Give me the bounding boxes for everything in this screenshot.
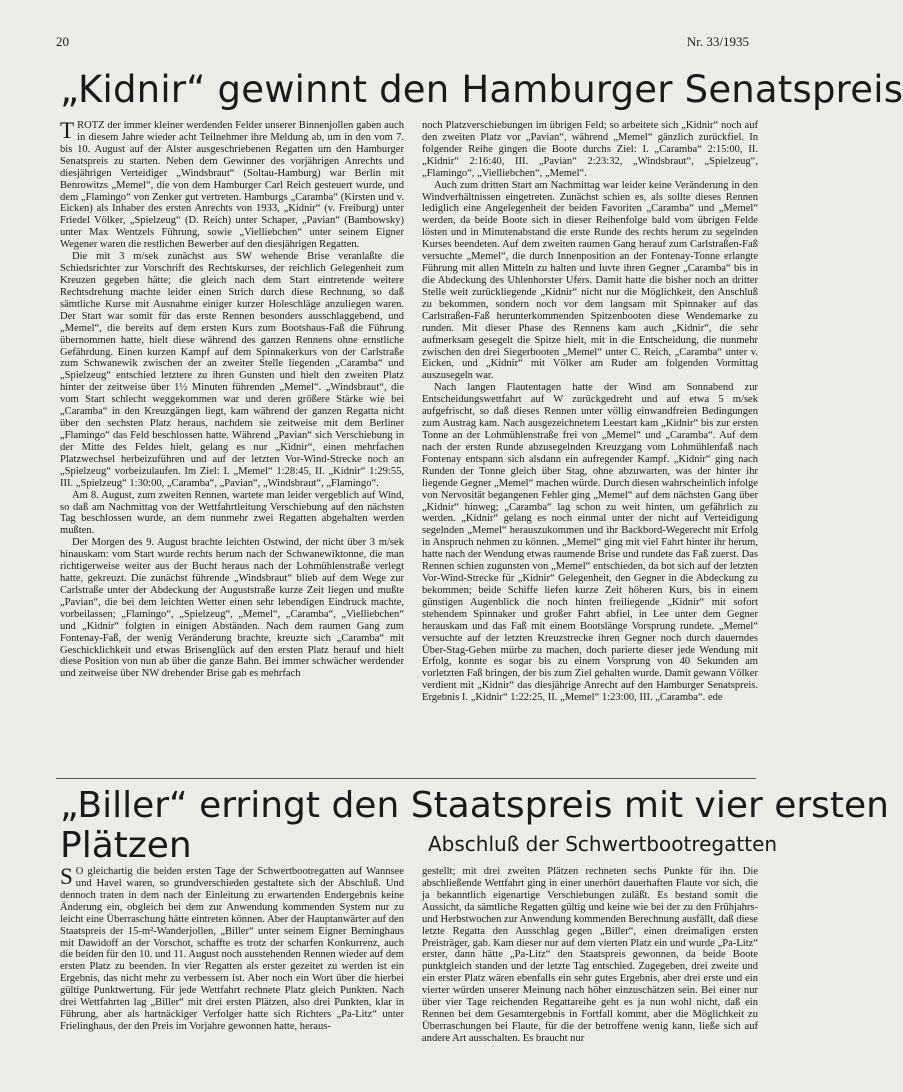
- article1-right-column: [422, 120, 758, 770]
- article1-paragraph: Am 8. August, zum zweiten Rennen, wartete man leider vergeblich auf Wind, so daß am Nachmittag von der Wettfahrtleitung Verschiebung auf den nächsten Tag beschlossen wurde, an dem nunmehr zwei Regatten abgehalten werden mußten.: [60, 489, 404, 537]
- article1-paragraph: Auch zum dritten Start am Nachmittag war leider keine Veränderung in den Windverhältnissen eingetreten. Zunächst schien es, als sollte dieses Rennen lediglich eine Angelegenheit der beiden Favoriten „Caramba“ und „Memel“ werden, da beide Boote sich in dieser Reihenfolge bald vom übrigen Felde lösten und in Minutenabstand die erste Runde des rechts herum zu segelnden Kurses beendeten. Auf dem zweiten raumen Gang herauf zum Carlstraßen-Faß versuchte „Memel“, die durch Innenposition an der Fontenay-Tonne erlangte Führung mit allen Mitteln zu halten und luvte ihren Gegner „Caramba“ bis in die Abdeckung des Uhlenhorster Ufers. Damit hatte die bisher noch an dritter Stelle weit zurückliegende „Kidnir“ nicht nur die Möglichkeit, den Anschluß zu bekommen, sondern noch vor dem langsam mit Spinnaker auf das Carlstraßen-Faß herunterkommenden Spitzenbooten diese Wendemarke zu runden. Mit dieser Phase des Rennens kam auch „Kidnir“, die sehr aufmerksam gesegelt die Spitze hielt, mit in die Entscheidung, die nunmehr zwischen den drei Siegerbooten „Memel“ unter C. Reich, „Caramba“ unter v. Eicken, und „Kidnir“ mit Völker am Ruder am folgenden Vormittag auszusegeln war.: [422, 179, 758, 382]
- article2-headline-line2: Plätzen: [60, 825, 192, 866]
- article2-left-column: [60, 866, 404, 1088]
- article1-paragraph: Die mit 3 m/sek zunächst aus SW wehende Brise veranlaßte die Schiedsrichter zur Vorschrift des Rechtskurses, der reichlich Gelegenheit zum Kreuzen gegeben hätte; die gleich nach dem Start eintretende weitere Rechtsdrehung machte leider einen Strich durch diese Rechnung, so daß sämtliche Kurse mit Ausnahme einiger kurzer Holeschläge anzuliegen waren. Der Start war somit für das erste Rennen besonders ausschlaggebend, und „Memel“, die bereits auf dem ersten Kurs zum Bootshaus-Faß die Führung übernommen hatte, hielt diese während des ganzen Rennens ohne ernstliche Gefährdung. Einen kurzen Kampf auf dem Spinnakerkurs von der Carlstraße zum Schwanewik zwischen der an zweiter Stelle liegenden „Caramba“ und „Spielzeug“ entschied letztere zu ihren Gunsten und hielt den zweiten Platz hinter der zeitweise über 1½ Minuten führenden „Memel“. „Windsbraut“, die vom Start schlecht weggekommen war und deren größere Stärke wie bei „Caramba“ in den Kreuzgängen liegt, kam während der ganzen Regatta nicht über den sechsten Platz heraus, nachdem sie zeitweise mit dem Berliner „Flamingo“ das Feld beschlossen hatte. Während „Pavian“ sich Verschiebung in der Mitte des Feldes hielt, gelang es nur „Kidnir“, einen mehrfachen Platzwechsel herbeizuführen und auf der letzten Vor-Wind-Strecke noch an „Spielzeug“ vorbeizulaufen. Im Ziel: I. „Memel“ 1:28:45, II. „Kidnir“ 1:29:55, III. „Spielzeug“ 1:30:00, „Caramba“, „Pavian“, „Windsbraut“, „Flamingo“.: [60, 251, 404, 489]
- article1-paragraph: Der Morgen des 9. August brachte leichten Ostwind, der nicht über 3 m/sek hinauskam: vom Start wurde rechts herum nach der Schwanewiktonne, die man richtigerweise weiter aus der Bucht heraus nach der Lohmühlenstraße verlegt hatte, gekreuzt. Die zunächst führende „Windsbraut“ blieb auf dem Wege zur Carlstraße unter der Abdeckung der Auguststraße kurze Zeit liegen und mußte „Pavian“, die bei dem leichten Wetter einen sehr lebendigen Eindruck machte, vorbeilassen; „Flamingo“, „Spielzeug“, „Memel“, „Caramba“, „Vielliebchen“ und „Kidnir“ folgten in einigen Abständen. Nach dem raumen Gang zum Fontenay-Faß, der wenig Veränderung brachte, kreuzte sich „Caramba“ mit Geschicklichkeit und etwas Brisenglück auf den ersten Platz herauf und hielt diese Position von nun ab über die ganze Bahn. Bei immer schwächer werdender und zeitweise über NW drehender Brise gab es mehrfach: [60, 537, 404, 680]
- page-number: 20: [56, 34, 69, 49]
- article2-headline-line1: „Biller“ erringt den Staatspreis mit vier ersten: [60, 785, 890, 826]
- article2-dropcap: S: [60, 864, 73, 889]
- article2-paragraph: S O gleichartig die beiden ersten Tage der Schwertbootregatten auf Wannsee und Havel waren, so grundverschieden gestaltete sich der Abschluß. Und dennoch traten in dem nach der Einleitung zu erwartenden Endergebnis keine Änderung ein, obgleich bei dem zur Anwendung kommenden System nur zu leicht eine Überraschung hätte eintreten können. Aber der Hauptanwärter auf den Staatspreis der 15-m²-Wanderjollen, „Biller“ unter seinem Eigner Berninghaus mit Dawidoff an der Vorschot, schaffte es trotz der scharfen Konkurrenz, auch die beiden für den 10. und 11. August noch ausstehenden Rennen wieder auf dem ersten Platz zu beenden. In vier Regatten als erster gezeitet zu werden ist ein Ergebnis, das nicht mehr zu verbessern ist. Aber noch ein Wort über die hierbei gültige Punktwertung. Für jede Wettfahrt rechnete Platz gleich Punkten. Nach drei Wettfahrten lag „Biller“ mit drei ersten Plätzen, also drei Punkten, klar in Führung, aber als hartnäckiger Verfolger hatte sich Richters „Pa-Litz“ unter Frielinghaus, der den Preis im Vorjahre gewonnen hatte, heraus-: [60, 864, 404, 1032]
- article1-dropcap: T: [60, 118, 75, 143]
- article1-headline: „Kidnir“ gewinnt den Hamburger Senatspreis: [60, 68, 903, 111]
- article2-paragraph: gestellt; mit drei zweiten Plätzen rechneten sechs Punkte für ihn. Die abschließende Wettfahrt ging in einer unerhört dauerhaften Flaute vor sich, die ja bekanntlich eigenartige Verschiebungen zuläßt. Es bestand somit die Aussicht, da sämtliche Regatten gültig und keine wie bei der zu den Frühjahrs- und Herbstwochen zur Anwendung kommenden Berechnung ausfällt, daß diese letzte Regatta den Ausschlag gegen „Biller“, einen dreimaligen ersten Preisträger, gab. Kam dieser nur auf dem vierten Platz ein und wurde „Pa-Litz“ erster, dann hätte „Pa-Litz“ den Staatspreis gewonnen, da beide Boote punktgleich standen und der letzte Tag entschied. Zugegeben, drei zweite und ein erster Platz wären ebenfalls ein sehr gutes Ergebnis, aber drei erste und ein vierter würden unserer Meinung nach höher einzuschätzen sein. Bei einer nur über vier Tage reichenden Regattareihe geht es ja nun wohl nicht, daß ein Rennen bei dem Gesamtergebnis in Fortfall kommt, aber die Möglichkeit zu Überraschungen bei Flaute, für die der betroffene wenig kann, ließe sich auf andere Art ausschalten. Es braucht nur: [422, 866, 758, 1044]
- issue-number: Nr. 33/1935: [686, 34, 749, 49]
- article2-right-column: [422, 866, 758, 1088]
- article1-left-column: [60, 120, 404, 770]
- article1-paragraph: TROTZ der immer kleiner werdenden Felder unserer Binnenjollen gaben auch in diesem Jahre wieder acht Teilnehmer ihre Meldung ab, um in den vom 7. bis 10. August auf der Alster ausgeschriebenen Regatten um den Hamburger Senatspreis zu starten. Neben dem Gewinner des vorjährigen Anrechts und diesjährigen Verteidiger „Windsbraut“ (Soltau-Hamburg) war Berlin mit Benrowitzs „Memel“, die von dem Hamburger Carl Reich gesteuert wurde, und dem „Flamingo“ von Zenker gut vertreten. Hamburgs „Caramba“ (Kirsten und v. Eicken) als Inhaber des ersten Anrechts von 1933, „Kidnir“ (v. Freiburg) unter Friedel Völker, „Spielzeug“ (D. Reich) unter Schaper, „Pavian“ (Bambowsky) unter Max Wentzels Führung, sowie „Vielliebchen“ unter seinem Eigner Wegener waren die restlichen Bewerber auf den diesjährigen Regatten.: [60, 118, 404, 251]
- article-divider: [56, 778, 756, 779]
- article1-paragraph: Nach langen Flautentagen hatte der Wind am Sonnabend zur Entscheidungswettfahrt auf W zurückgedreht und auf etwa 5 m/sek aufgefrischt, so daß dieses Rennen unter völlig einwandfreien Bedingungen zum Austrag kam. Nach ausgezeichnetem Leestart kam „Kidnir“ bis zur ersten Tonne an der Lohmühlenstraße frei von „Memel“ und „Caramba“. Auf dem nach der ersten Runde abzusegelnden Kreuzgang vom Lohmühlenfaß nach Fontenay entspann sich alsdann ein aufregender Kampf. „Kidnir“ ging nach Runden der Tonne gleich über Stag, ohne abzuwarten, was der hinter ihr liegende Gegner „Memel“ machen würde. Durch diesen wahrscheinlich infolge von Nervosität begangenen Fehler ging „Memel“ auf dem nächsten Gang über „Kidnir“ hinweg; „Caramba“ lag schon zu weit hinten, um gefährlich zu werden. „Kidnir“ gelang es noch einmal unter der nicht auf Verteidigung segelnden „Memel“ herauszukommen und ihr Backbord-Wegerecht mit Erfolg in Anspruch nehmen zu können. „Memel“ ging mit viel Fahrt hinter ihr herum, hatte nach der Wendung etwas raumende Brise und rundete das Faß zuerst. Das Rennen schien zugunsten von „Memel“ entschieden, da bot sich auf der letzten Vor-Wind-Strecke für „Kidnir“ Gelegenheit, den Gegner in die Abdeckung zu bekommen; beide Schiffe liefen kurze Zeit höheren Kurs, bis in einem günstigen Augenblick die noch hinten freiliegende „Kidnir“ mit sofort stehendem Spinnaker und großer Fahrt abfiel, in Lee unter dem Gegner herauskam und das Faß mit einem Bootslänge Vorsprung rundete. „Memel“ versuchte auf der letzten Kreuzstrecke ihren Gegner noch durch dauerndes Über-Stag-Gehen mürbe zu machen, doch parierte dieser jede Wendung mit Erfolg, konnte es sogar bis zu einem Vorsprung von 40 Sekunden am vorletzten Faß bringen, der bis zum Ziel gehalten wurde. Damit gewann Völker verdient mit „Kidnir“ das diesjährige Anrecht auf den Hamburger Senatspreis. Ergebnis I. „Kidnir“ 1:22:25, II. „Memel“ 1:23:00, III. „Caramba“. ede: [422, 382, 758, 704]
- article1-paragraph: noch Platzverschiebungen im übrigen Feld; so arbeitete sich „Kidnir“ noch auf den zweiten Platz vor „Pavian“, während „Memel“ gänzlich zurückfiel. In folgender Reihe gingen die Boote durchs Ziel: I. „Caramba“ 2:15:00, II. „Kidnir“ 2:16:40, III. „Pavian“ 2:23:32, „Windsbraut“, „Spielzeug“, „Flamingo“, „Vielliebchen“, „Memel“.: [422, 120, 758, 179]
- article2-subheadline: Abschluß der Schwertbootregatten: [428, 832, 778, 856]
